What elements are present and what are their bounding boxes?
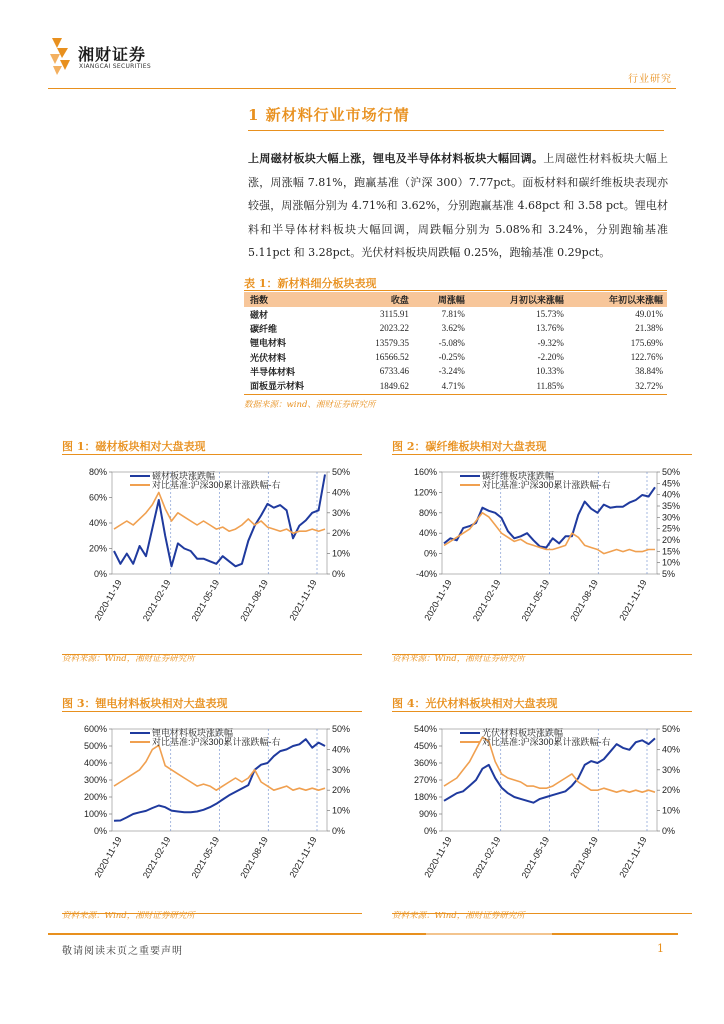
x-tick-label: 2021-02-19 bbox=[140, 835, 173, 880]
table-source: 数据来源：wind、湘财证券研究所 bbox=[244, 400, 376, 410]
table-cell: 16566.52 bbox=[375, 352, 409, 363]
series-line-benchmark bbox=[114, 745, 325, 790]
table-cell: 7.81% bbox=[441, 309, 465, 320]
y-left-tick-label: 360% bbox=[413, 758, 437, 768]
page-number: 1 bbox=[657, 942, 664, 955]
y-left-tick-label: 20% bbox=[88, 543, 107, 554]
y-right-tick-label: 15% bbox=[662, 546, 681, 557]
table-cell: 15.73% bbox=[536, 309, 564, 320]
y-left-tick-label: 200% bbox=[83, 792, 107, 802]
y-left-tick-label: 600% bbox=[83, 724, 107, 734]
y-left-tick-label: 40% bbox=[88, 518, 107, 528]
x-tick-label: 2021-02-19 bbox=[470, 835, 503, 880]
y-right-tick-label: 10% bbox=[662, 805, 681, 816]
y-left-tick-label: 0% bbox=[423, 548, 437, 559]
y-left-tick-label: 300% bbox=[83, 775, 107, 785]
x-tick-label: 2021-11-19 bbox=[617, 835, 649, 880]
table-top-rule bbox=[244, 290, 667, 291]
y-right-tick-label: 10% bbox=[332, 548, 351, 559]
table-cell: 磁材 bbox=[250, 310, 269, 321]
table-row bbox=[244, 350, 667, 364]
brand-name-en: XIANGCAI SECURITIES bbox=[79, 63, 151, 70]
legend-label: 碳纤维板块涨跌幅 bbox=[482, 471, 555, 481]
x-tick-label: 2020-11-19 bbox=[92, 835, 124, 880]
chart-magnet bbox=[62, 464, 362, 654]
table-cell: 21.38% bbox=[635, 323, 663, 334]
y-left-tick-label: 40% bbox=[418, 528, 437, 539]
x-tick-label: 2020-11-19 bbox=[92, 578, 124, 623]
table-cell: 碳纤维 bbox=[250, 324, 278, 335]
y-right-tick-label: 50% bbox=[662, 467, 681, 477]
x-tick-label: 2021-11-19 bbox=[287, 835, 319, 880]
table-cell: 32.72% bbox=[635, 380, 663, 391]
header-divider bbox=[48, 88, 676, 89]
section-divider bbox=[248, 130, 664, 131]
table-cell: 175.69% bbox=[630, 337, 663, 348]
chart-photovoltaic bbox=[392, 721, 692, 911]
y-right-tick-label: 0% bbox=[332, 569, 346, 579]
figure-title-rule bbox=[392, 454, 692, 455]
report-category: 行业研究 bbox=[628, 74, 672, 85]
figure-source: 资料来源：Wind，湘财证券研究所 bbox=[392, 911, 525, 921]
figure-title: 图 3：锂电材料板块相对大盘表现 bbox=[62, 697, 228, 710]
y-left-tick-label: 270% bbox=[413, 775, 437, 785]
y-left-tick-label: 500% bbox=[83, 741, 107, 751]
table-header-cell: 年初以来涨幅 bbox=[568, 292, 667, 307]
figure-source: 资料来源：Wind，湘财证券研究所 bbox=[62, 654, 195, 664]
legend-label: 光伏材料板块涨跌幅 bbox=[482, 728, 564, 738]
y-right-tick-label: 30% bbox=[332, 764, 351, 775]
y-right-tick-label: 35% bbox=[662, 501, 681, 511]
table-cell: 6733.46 bbox=[379, 366, 409, 377]
table-cell: 49.01% bbox=[635, 309, 663, 320]
legend-label: 对比基准:沪深300累计涨跌幅-右 bbox=[482, 480, 611, 490]
x-tick-label: 2021-11-19 bbox=[287, 578, 319, 623]
x-tick-label: 2021-08-19 bbox=[568, 578, 600, 623]
table-header-cell: 指数 bbox=[244, 292, 346, 307]
figure-title: 图 2：碳纤维板块相对大盘表现 bbox=[392, 440, 547, 453]
y-right-tick-label: 0% bbox=[662, 826, 676, 836]
y-right-tick-label: 20% bbox=[332, 528, 351, 539]
x-tick-label: 2021-05-19 bbox=[189, 835, 222, 880]
brand-logo bbox=[48, 36, 168, 76]
y-left-tick-label: 180% bbox=[413, 792, 437, 802]
table-cell: 半导体材料 bbox=[250, 367, 296, 378]
x-tick-label: 2020-11-19 bbox=[422, 578, 454, 623]
table-cell: 1849.62 bbox=[379, 380, 409, 391]
table-title: 表 1：新材料细分板块表现 bbox=[244, 277, 377, 290]
y-right-tick-label: 40% bbox=[332, 744, 351, 755]
x-tick-label: 2021-02-19 bbox=[470, 578, 503, 623]
figure-title-rule bbox=[62, 454, 362, 455]
y-left-tick-label: 450% bbox=[413, 741, 437, 751]
table-cell: -9.32% bbox=[537, 337, 564, 348]
y-right-tick-label: 0% bbox=[332, 826, 346, 836]
table-cell: 光伏材料 bbox=[250, 353, 287, 364]
paragraph-body: 上周磁性材料板块大幅上涨，周涨幅 7.81%，跑赢基准（沪深 300）7.77pct。面板材料和碳纤维板块表现亦较强，周涨幅分别为 4.71%和 3.62%，分别跑赢基准 4.68pct 和 3.58 pct。锂电材料和半导体材料板块大幅回调，周跌幅分别为 5.08%和 3.24%，分别跑输基准 5.11pct 和 3.28pct。光伏材料板块周跌幅 0.25%，跑输基准 0.29pct。 bbox=[248, 152, 669, 260]
y-right-tick-label: 40% bbox=[662, 744, 681, 755]
y-right-tick-label: 50% bbox=[332, 467, 351, 477]
table-header-cell: 收盘 bbox=[346, 292, 413, 307]
page-header bbox=[0, 0, 724, 90]
y-left-tick-label: 0% bbox=[423, 826, 437, 836]
y-right-tick-label: 30% bbox=[662, 512, 681, 523]
y-left-tick-label: 400% bbox=[83, 758, 107, 768]
y-left-tick-label: 0% bbox=[93, 569, 107, 579]
x-tick-label: 2020-11-19 bbox=[422, 835, 454, 880]
footer-divider bbox=[48, 933, 678, 935]
y-right-tick-label: 20% bbox=[662, 535, 681, 545]
y-right-tick-label: 40% bbox=[662, 489, 681, 500]
legend-label: 磁材板块涨跌幅 bbox=[152, 471, 216, 481]
y-left-tick-label: 100% bbox=[83, 809, 107, 819]
table-cell: 锂电材料 bbox=[250, 339, 287, 350]
paragraph-lead: 上周磁材板块大幅上涨，锂电及半导体材料板块大幅回调。 bbox=[248, 152, 544, 165]
figure-source: 资料来源：Wind，湘财证券研究所 bbox=[392, 654, 525, 664]
y-left-tick-label: 540% bbox=[413, 724, 437, 734]
y-left-tick-label: 90% bbox=[418, 809, 437, 819]
figure-title: 图 4：光伏材料板块相对大盘表现 bbox=[392, 697, 558, 710]
y-right-tick-label: 5% bbox=[662, 569, 676, 579]
y-left-tick-label: 80% bbox=[88, 467, 107, 477]
table-cell: 13.76% bbox=[536, 323, 564, 334]
table-cell: 13579.35 bbox=[375, 337, 409, 348]
table-cell: 10.33% bbox=[536, 366, 564, 377]
table-cell: -0.25% bbox=[438, 352, 465, 363]
y-right-tick-label: 30% bbox=[332, 507, 351, 518]
table-cell: 4.71% bbox=[441, 380, 465, 391]
y-right-tick-label: 45% bbox=[662, 478, 681, 489]
chart-lithium bbox=[62, 721, 362, 911]
table-cell: 11.85% bbox=[536, 380, 564, 391]
y-left-tick-label: 160% bbox=[413, 467, 437, 477]
table-cell: 3115.91 bbox=[380, 309, 409, 320]
brand-logo-icon bbox=[48, 36, 74, 76]
y-left-tick-label: 120% bbox=[413, 487, 437, 498]
footer-disclaimer: 敬请阅读末页之重要声明 bbox=[62, 946, 183, 957]
x-tick-label: 2021-08-19 bbox=[238, 835, 270, 880]
table-row bbox=[244, 307, 667, 321]
legend-label: 对比基准:沪深300累计涨跌幅-右 bbox=[152, 737, 281, 747]
table-cell: -2.20% bbox=[537, 352, 564, 363]
figure-title-rule bbox=[392, 711, 692, 712]
legend-label: 对比基准:沪深300累计涨跌幅-右 bbox=[152, 480, 281, 490]
y-left-tick-label: 0% bbox=[93, 826, 107, 836]
table-cell: 122.76% bbox=[630, 352, 663, 363]
sector-table bbox=[244, 292, 667, 393]
table-cell: 38.84% bbox=[635, 366, 663, 377]
table-header-row bbox=[244, 292, 667, 307]
series-line-sector bbox=[114, 739, 325, 821]
table-row bbox=[244, 336, 667, 350]
section-paragraph bbox=[248, 147, 668, 265]
table-header-cell: 周涨幅 bbox=[413, 292, 469, 307]
y-left-tick-label: 60% bbox=[88, 492, 107, 503]
figure-title: 图 1：磁材板块相对大盘表现 bbox=[62, 440, 206, 453]
x-tick-label: 2021-05-19 bbox=[519, 835, 552, 880]
table-cell: -5.08% bbox=[438, 337, 465, 348]
table-row bbox=[244, 378, 667, 392]
y-right-tick-label: 25% bbox=[662, 523, 681, 534]
figure-title-rule bbox=[62, 711, 362, 712]
table-cell: 面板显示材料 bbox=[250, 382, 305, 393]
legend-label: 对比基准:沪深300累计涨跌幅-右 bbox=[482, 737, 611, 747]
table-row bbox=[244, 364, 667, 378]
table-header-cell: 月初以来涨幅 bbox=[469, 292, 568, 307]
table-cell: 2023.22 bbox=[379, 323, 409, 334]
x-tick-label: 2021-08-19 bbox=[238, 578, 270, 623]
chart-carbon-fiber bbox=[392, 464, 692, 654]
table-cell: 3.62% bbox=[441, 323, 465, 334]
y-right-tick-label: 20% bbox=[332, 785, 351, 796]
x-tick-label: 2021-11-19 bbox=[617, 578, 649, 623]
y-right-tick-label: 30% bbox=[662, 764, 681, 775]
y-right-tick-label: 10% bbox=[332, 805, 351, 816]
x-tick-label: 2021-02-19 bbox=[140, 578, 173, 623]
y-right-tick-label: 20% bbox=[662, 785, 681, 796]
y-left-tick-label: -40% bbox=[415, 569, 437, 579]
table-bottom-rule bbox=[244, 394, 667, 395]
x-tick-label: 2021-05-19 bbox=[189, 578, 222, 623]
brand-name-cn: 湘财证券 bbox=[78, 45, 147, 64]
section-title: 1 新材料行业市场行情 bbox=[248, 106, 410, 124]
y-right-tick-label: 50% bbox=[332, 724, 351, 734]
y-right-tick-label: 40% bbox=[332, 487, 351, 498]
table-row bbox=[244, 321, 667, 335]
y-right-tick-label: 10% bbox=[662, 557, 681, 568]
table-cell: -3.24% bbox=[438, 366, 465, 377]
y-left-tick-label: 80% bbox=[418, 507, 437, 518]
x-tick-label: 2021-08-19 bbox=[568, 835, 600, 880]
x-tick-label: 2021-05-19 bbox=[519, 578, 552, 623]
figure-source: 资料来源：Wind，湘财证券研究所 bbox=[62, 911, 195, 921]
legend-label: 锂电材料板块涨跌幅 bbox=[152, 728, 234, 738]
y-right-tick-label: 50% bbox=[662, 724, 681, 734]
